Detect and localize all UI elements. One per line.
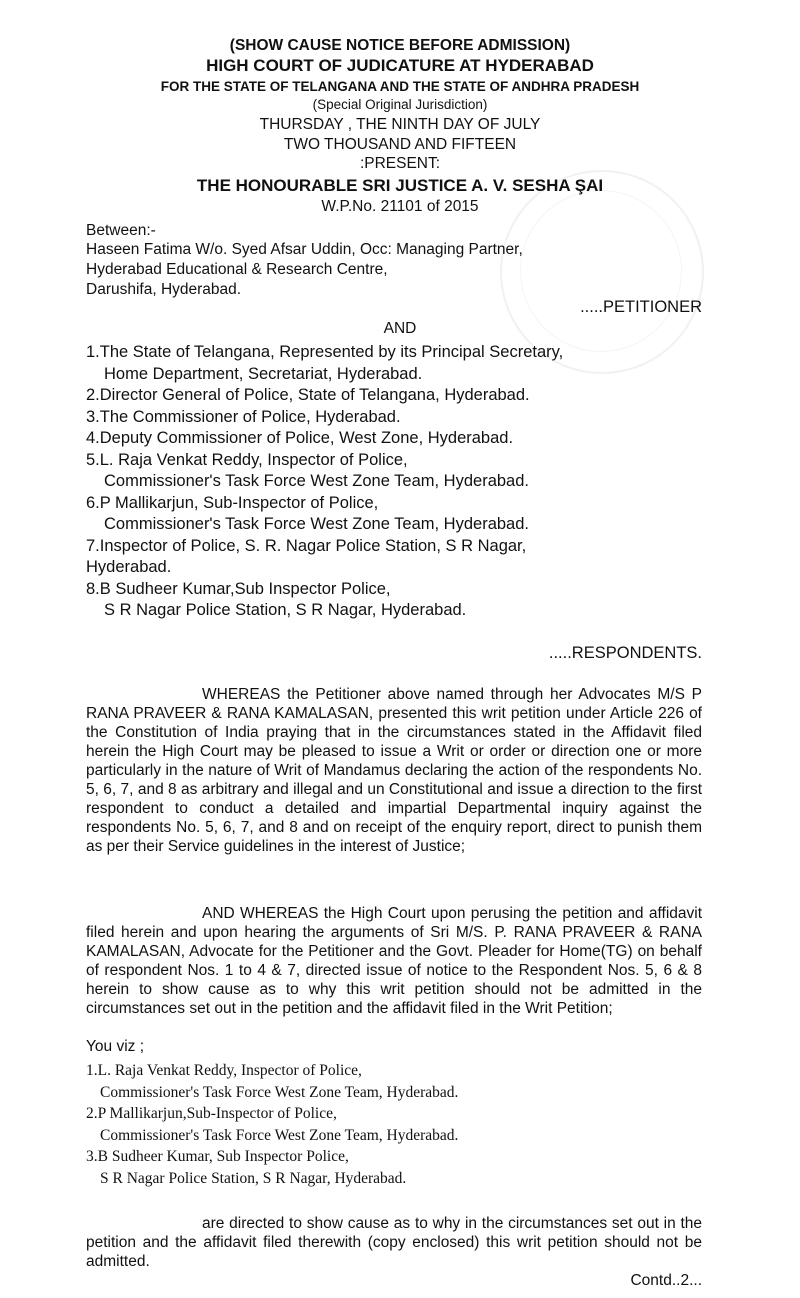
list-item: Hyderabad. — [86, 558, 172, 576]
date-line-1: THURSDAY , THE NINTH DAY OF JULY — [259, 116, 541, 133]
judge-name: THE HONOURABLE SRI JUSTICE A. V. SESHA ŞAI — [196, 176, 604, 195]
between-label: Between:- — [86, 222, 156, 239]
list-item: Commissioner's Task Force West Zone Team, Hyderabad. — [100, 1126, 459, 1144]
petitioner-line: Haseen Fatima W/o. Syed Afsar Uddin, Occ: Managing Partner, — [86, 241, 523, 258]
continued-marker: Contd..2... — [630, 1272, 702, 1289]
list-item: Home Department, Secretariat, Hyderabad. — [104, 364, 423, 383]
jurisdiction-states: FOR THE STATE OF TELANGANA AND THE STATE OF ANDHRA PRADESH — [160, 79, 640, 94]
list-item: Commissioner's Task Force West Zone Team, Hyderabad. — [104, 515, 529, 533]
list-item: 1.The State of Telangana, Represented by its Principal Secretary, — [86, 343, 564, 361]
list-item: 8.B Sudheer Kumar,Sub Inspector Police, — [86, 579, 391, 598]
list-item: 1.L. Raja Venkat Reddy, Inspector of Police, — [86, 1062, 362, 1079]
list-item: S R Nagar Police Station, S R Nagar, Hyderabad. — [104, 601, 467, 619]
list-item: Commissioner's Task Force West Zone Team, Hyderabad. — [104, 472, 529, 490]
petitioner-label: .....PETITIONER — [580, 298, 702, 316]
respondents-list — [86, 342, 563, 622]
list-item: 3.The Commissioner of Police, Hyderabad. — [86, 407, 401, 426]
date-line-2: TWO THOUSAND AND FIFTEEN — [283, 136, 517, 153]
paragraph-and-whereas: AND WHEREAS the High Court upon perusing the petition and affidavit filed herein and upon hearing the arguments of Sri M/S. P. RANA PRAVEER & RANA KAMALASAN, Advocate for the Petitioner and the Govt. Pleader for Home(TG) on behalf of respondent Nos. 1 to 4 & 7, directed issue of notice to the Respondent Nos. 5, 6 & 8 herein to show cause as to why this writ petition should not be admitted in the circumstances set out in the petition and the affidavit filed in the Writ Petition; — [86, 905, 702, 1017]
list-item: S R Nagar Police Station, S R Nagar, Hyderabad. — [100, 1169, 407, 1187]
list-item: Commissioner's Task Force West Zone Team, Hyderabad. — [100, 1083, 459, 1101]
addressees-list — [86, 1060, 458, 1189]
paragraph-whereas: WHEREAS the Petitioner above named through her Advocates M/S P RANA PRAVEER & RANA KAMALASAN, presented this writ petition under Article 226 of the Constitution of India praying that in the circumstances stated in the Affidavit filed herein the High Court may be pleased to issue a Writ or order or direction one or more particularly in the nature of Writ of Mandamus declaring the action of the respondents No. 5, 6, 7, and 8 as arbitrary and illegal and un Constitutional and issue a direction to the first respondent to conduct a detailed and impartial Departmental inquiry against the respondents No. 5, 6, 7, and 8 and on receipt of the enquiry report, direct to punish them as per their Service guidelines in the interest of Justice; — [86, 686, 702, 855]
present-label: :PRESENT: — [359, 155, 441, 172]
court-name-heading: HIGH COURT OF JUDICATURE AT HYDERABAD — [206, 56, 594, 75]
paragraph-directed: are directed to show cause as to why in the circumstances set out in the petition and the affidavit filed therewith (copy enclosed) this writ petition should not be admitted. — [86, 1215, 702, 1270]
and-label: AND — [383, 320, 417, 337]
list-item: 5.L. Raja Venkat Reddy, Inspector of Police, — [86, 450, 408, 469]
list-item: 4.Deputy Commissioner of Police, West Zone, Hyderabad. — [86, 429, 514, 447]
petitioner-line: Darushifa, Hyderabad. — [86, 281, 242, 298]
list-item: 7.Inspector of Police, S. R. Nagar Police Station, S R Nagar, — [86, 536, 527, 555]
jurisdiction-type: (Special Original Jurisdiction) — [312, 97, 488, 112]
case-number: W.P.No. 21101 of 2015 — [321, 198, 479, 215]
petitioner-block — [86, 240, 523, 300]
petitioner-line: Hyderabad Educational & Research Centre, — [86, 261, 388, 278]
notice-type-heading: (SHOW CAUSE NOTICE BEFORE ADMISSION) — [229, 37, 571, 54]
respondents-label: .....RESPONDENTS. — [548, 644, 702, 662]
list-item: 2.P Mallikarjun,Sub-Inspector of Police, — [86, 1105, 337, 1122]
list-item: 3.B Sudheer Kumar, Sub Inspector Police, — [86, 1148, 349, 1165]
list-item: 6.P Mallikarjun, Sub-Inspector of Police, — [86, 493, 379, 512]
list-item: 2.Director General of Police, State of Telangana, Hyderabad. — [86, 386, 530, 404]
you-viz-label: You viz ; — [86, 1038, 145, 1055]
